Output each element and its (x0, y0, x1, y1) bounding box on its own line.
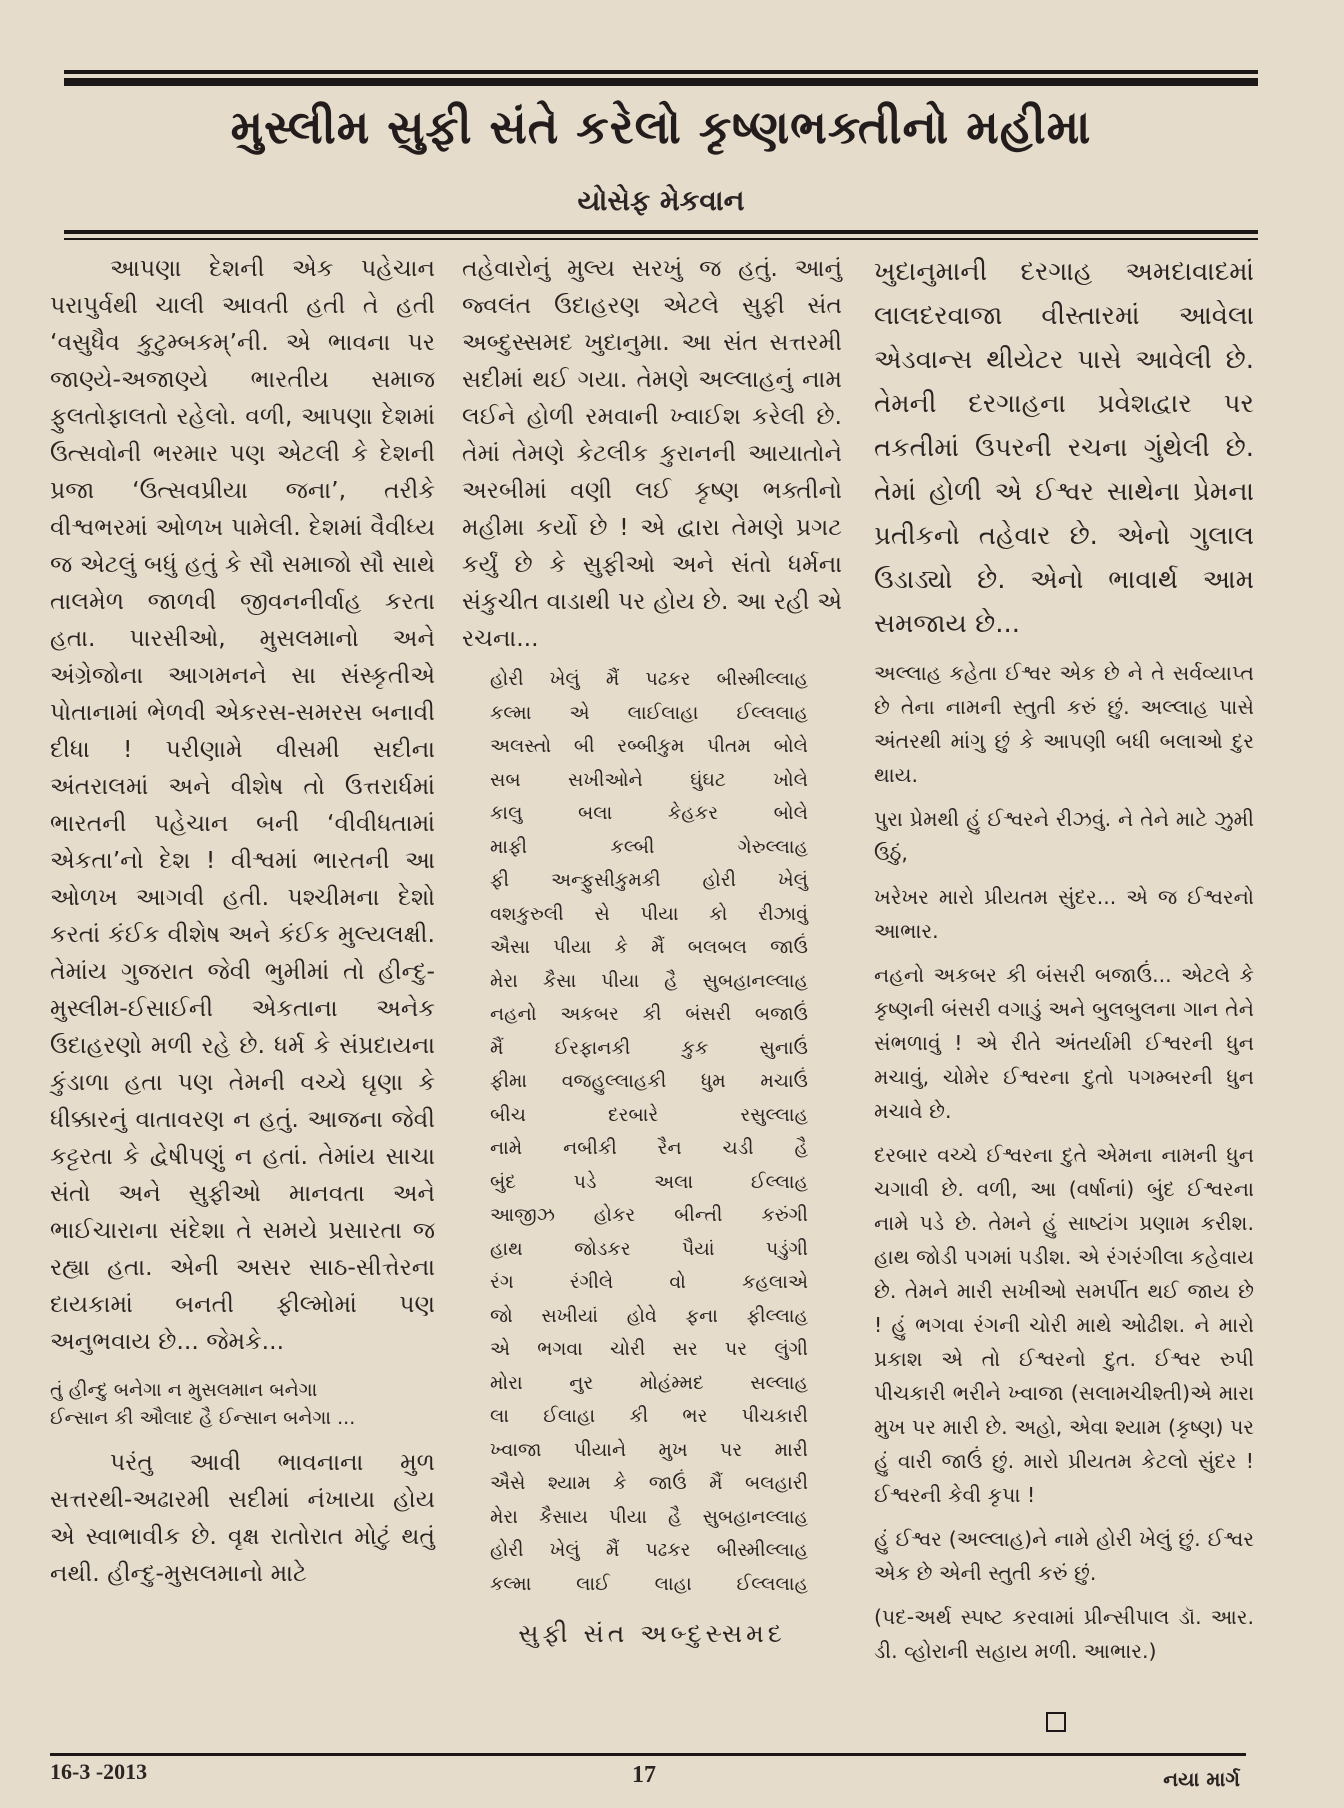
poem-line: રંગ રંગીલે વો કહલાએ (490, 1271, 808, 1293)
body-paragraph: ખુદાનુમાની દરગાહ અમદાવાદમાં લાલદરવાજા વીસ્તારમાં આવેલા એડવાન્સ થીયેટર પાસે આવેલી છે. તેમની દરગાહના પ્રવેશદ્વાર પર તકતીમાં ઉપરની રચના ગુંથેલી છે. તેમાં હોળી એ ઈશ્વર સાથેના પ્રેમના પ્રતીકનો તહેવાર છે. એનો ગુલાલ ઉડાડ્યો છે. એનો ભાવાર્થ આમ સમજાય છે... (874, 257, 1254, 639)
poem (462, 663, 842, 1601)
acknowledgement: (પદ-અર્થ સ્પષ્ટ કરવામાં પ્રીન્સીપાલ ડૉ. આર. ડી. વ્હોરાની સહાય મળી. આભાર.) (874, 1605, 1254, 1663)
translation-paragraph: પુરા પ્રેમથી હું ઈશ્વરને રીઝવું. ને તેને માટે ઝુમી ઉઠું, (874, 807, 1254, 865)
poem-line: લા ઈલાહા કી ભર પીચકારી (490, 1405, 808, 1427)
poem-line: એ ભગવા ચોરી સર પર લુંગી (490, 1338, 808, 1360)
top-rule-thick (64, 78, 1258, 86)
body-paragraph: તહેવારોનું મુલ્ય સરખું જ હતું. આનું જ્વલંત ઉદાહરણ એટલે સુફી સંત અબ્દુસ્સમદ ખુદાનુમા. આ સંત સત્તરમી સદીમાં થઈ ગયા. તેમણે અલ્લાહનું નામ લઈને હોળી રમવાની ખ્વાઈશ કરેલી છે. તેમાં તેમણે કેટલીક કુરાનની આયાતોને અરબીમાં વણી લઈ કૃષ્ણ ભક્તીનો મહીમા કર્યો છે ! એ દ્વારા તેમણે પ્રગટ કર્યું છે કે સુફીઓ અને સંતો ધર્મના સંકુચીત વાડાથી પર હોય છે. આ રહી એ રચના... (462, 254, 842, 652)
article-title: મુસ્લીમ સુફી સંતે કરેલો કૃષ્ણભક્તીનો મહીમા (230, 100, 1092, 154)
poem-line: ઐસે શ્યામ કે જાઉં મૈં બલહારી (490, 1472, 808, 1494)
poem-line: મેરા કૈસાય પીયા હૈ સુબહાનલ્લાહ (490, 1505, 808, 1528)
poem-line: આજીઝ હોકર બીન્તી કરુંગી (490, 1204, 808, 1226)
author-name: યોસેફ મેકવાન (577, 184, 745, 217)
column-1 (50, 250, 435, 1592)
header-rule-thin (64, 238, 1258, 240)
poem-line: ખ્વાજા પીયાને મુખ પર મારી (490, 1438, 808, 1461)
translation-paragraph: હું ઈશ્વર (અલ્લાહ)ને નામે હોરી ખેલું છું. ઈશ્વર એક છે એની સ્તુતી કરું છું. (874, 1527, 1254, 1585)
magazine-name: નયા માર્ગ (1163, 1767, 1240, 1791)
poem-line: કલ્મા લાઈ લાહા ઈલ્લલાહ (490, 1572, 808, 1595)
poem-line: સબ સખીઓને ઘુંઘટ ખોલે (490, 768, 808, 791)
body-paragraph: આપણા દેશની એક પહેચાન પરાપુર્વથી ચાલી આવતી હતી તે હતી ‘વસુધૈવ કુટુમ્બકમ્’ની. એ ભાવના પર જાણ્યે-અજાણ્યે ભારતીય સમાજ ફુલતોફાલતો રહેલો. વળી, આપણા દેશમાં ઉત્સવોની ભરમાર પણ એટલી કે દેશની પ્રજા ‘ઉત્સવપ્રીયા જના’, તરીકે વીશ્વભરમાં ઓળખ પામેલી. દેશમાં વૈવીધ્ય જ એટલું બધું હતું કે સૌ સમાજો સૌ સાથે તાલમેળ જાળવી જીવનનીર્વાહ કરતા હતા. પારસીઓ, મુસલમાનો અને અંગ્રેજોના આગમનને સા સંસ્કૃતીએ પોતાનામાં ભેળવી એકરસ-સમરસ બનાવી દીધા ! પરીણામે વીસમી સદીના અંતરાલમાં અને વીશેષ તો ઉત્તરાર્ધમાં ભારતની પહેચાન બની ‘વીવીધતામાં એકતા’નો દેશ ! વીશ્વમાં ભારતની આ ઓળખ આગવી હતી. પશ્ચીમના દેશો કરતાં કંઈક વીશેષ અને કંઈક મુલ્યલક્ષી. તેમાંય ગુજરાત જેવી ભુમીમાં તો હીન્દુ-મુસ્લીમ-ઈસાઈની એકતાના અનેક ઉદાહરણો મળી રહે છે. ધર્મ કે સંપ્રદાયના કુંડાળા હતા પણ તેમની વચ્ચે ઘૃણા કે ધીક્કારનું વાતાવરણ ન હતું. આજના જેવી કટ્ટરતા કે દ્વેષીપણું ન હતાં. તેમાંય સાચા સંતો અને સુફીઓ માનવતા અને ભાઈચારાના સંદેશા તે સમયે પ્રસારતા જ રહ્યા હતા. એની અસર સાઠ-સીત્તેરના દાયકામાં બનતી ફીલ્મોમાં પણ અનુભવાય છે... જેમકે... (50, 254, 435, 1355)
poem-line: ફી અન્ફુસીકુમકી હોરી ખેલું (490, 869, 808, 891)
translation-paragraph: દરબાર વચ્ચે ઈશ્વરના દુતે એમના નામની ધુન ચગાવી છે. વળી, આ (વર્ષાનાં) બુંદ ઈશ્વરના નામે પડે છે. તેમને હું સાષ્ટાંગ પ્રણામ કરીશ. હાથ જોડી પગમાં પડીશ. એ રંગરંગીલા કહેવાય છે. તેમને મારી સખીઓ સમર્પીત થઈ જાય છે ! હું ભગવા રંગની ચોરી માથે ઓઢીશ. ને મારો પ્રકાશ એ તો ઈશ્વરનો દુત. ઈશ્વર રુપી પીચકારી ભરીને ખ્વાજા (સલામચીશ્તી)એ મારા મુખ પર મારી છે. અહો, એવા શ્યામ (કૃષ્ણ) પર હું વારી જાઉં છું. મારો પ્રીયતમ કેટલો સુંદર ! ઈશ્વરની કેવી કૃપા ! (874, 1143, 1254, 1507)
poem-line: અલસ્તો બી રબ્બીકુમ પીતમ બોલે (490, 735, 808, 757)
body-paragraph: પરંતુ આવી ભાવનાના મુળ સત્તરથી-અઢારમી સદીમાં નંખાયા હોય એ સ્વાભાવીક છે. વૃક્ષ રાતોરાત મોટું થતું નથી. હીન્દુ-મુસલમાનો માટે (50, 1448, 435, 1587)
poem-line: વશકુરુલી સે પીયા કો રીઝાવું (490, 902, 808, 925)
poem-line: હોરી ખેલું મૈં પઢકર બીસ્મીલ્લાહ (490, 1539, 808, 1561)
poem-line: મૈં ઈરફાનકી કુક સુનાઉં (490, 1036, 808, 1059)
poem-line: બીચ દરબારે રસુલ્લાહ (490, 1103, 808, 1126)
poem-line: જો સખીયાં હોવે ફના ફીલ્લાહ (490, 1304, 808, 1327)
translation-paragraph: ખરેખર મારો પ્રીયતમ સુંદર... એ જ ઈશ્વરનો આભાર. (874, 885, 1254, 943)
column-2 (462, 250, 842, 1649)
translation-paragraph: અલ્લાહ કહેતા ઈશ્વર એક છે ને તે સર્વવ્યાપ્ત છે તેના નામની સ્તુતી કરું છું. અલ્લાહ પાસે અંતરથી માંગુ છું કે આપણી બધી બલાઓ દુર થાય. (874, 661, 1254, 787)
poem-line: કલ્મા એ લાઈલાહા ઈલ્લલાહ (490, 701, 808, 724)
poem-line: ફીમા વજહુલ્લાહકી ધુમ મચાઉં (490, 1070, 808, 1092)
poem-signature: સુફી સંત અબ્દુસ્સમદ (518, 1619, 786, 1648)
film-song-couplet (50, 1376, 435, 1432)
top-rule (64, 70, 1258, 74)
poem-line: હોરી ખેલું મૈં પઢકર બીસ્મીલ્લાહ (490, 668, 808, 690)
poem-line: મોરા નુર મોહંમ્મદ સલ્લાહ (490, 1371, 808, 1394)
page-number: 17 (632, 1762, 656, 1788)
poem-line: મેરા કૈસા પીયા હૈ સુબહાનલ્લાહ (490, 969, 808, 992)
couplet-line: તું હીન્દુ બનેગા ન મુસલમાન બનેગા (50, 1379, 318, 1401)
end-of-article-icon (1046, 1712, 1066, 1732)
poem-line: નહનો અકબર કી બંસરી બજાઉં (490, 1003, 808, 1025)
issue-date: 16-3 -2013 (50, 1759, 148, 1784)
couplet-line: ઈન્સાન કી ઔલાદ હૈ ઈન્સાન બનેગા ... (50, 1407, 356, 1429)
poem-line: નામે નબીકી રૈન ચડી હૈ (490, 1137, 808, 1159)
column-3 (874, 250, 1254, 1668)
footer-rule (50, 1753, 1246, 1756)
poem-line: બુંદ પડે અલા ઈલ્લાહ (490, 1170, 808, 1193)
poem-line: માફી કલ્બી ગેરુલ્લાહ (490, 835, 808, 858)
poem-line: હાથ જોડકર પૈયાં પડુંગી (490, 1237, 808, 1260)
translation-paragraph: નહનો અકબર કી બંસરી બજાઉં... એટલે કે કૃષ્ણની બંસરી વગાડું અને બુલબુલના ગાન તેને સંભળાવું ! એ રીતે અંતર્યામી ઈશ્વરની ધુન મચાવું, ચોમેર ઈશ્વરના દુતો પગમ્બરની ધુન મચાવે છે. (874, 963, 1254, 1123)
poem-line: કાલુ બલા કેહકર બોલે (490, 802, 808, 824)
header-rule (64, 230, 1258, 234)
poem-line: ઐસા પીયા કે મૈં બલબલ જાઉં (490, 936, 808, 958)
